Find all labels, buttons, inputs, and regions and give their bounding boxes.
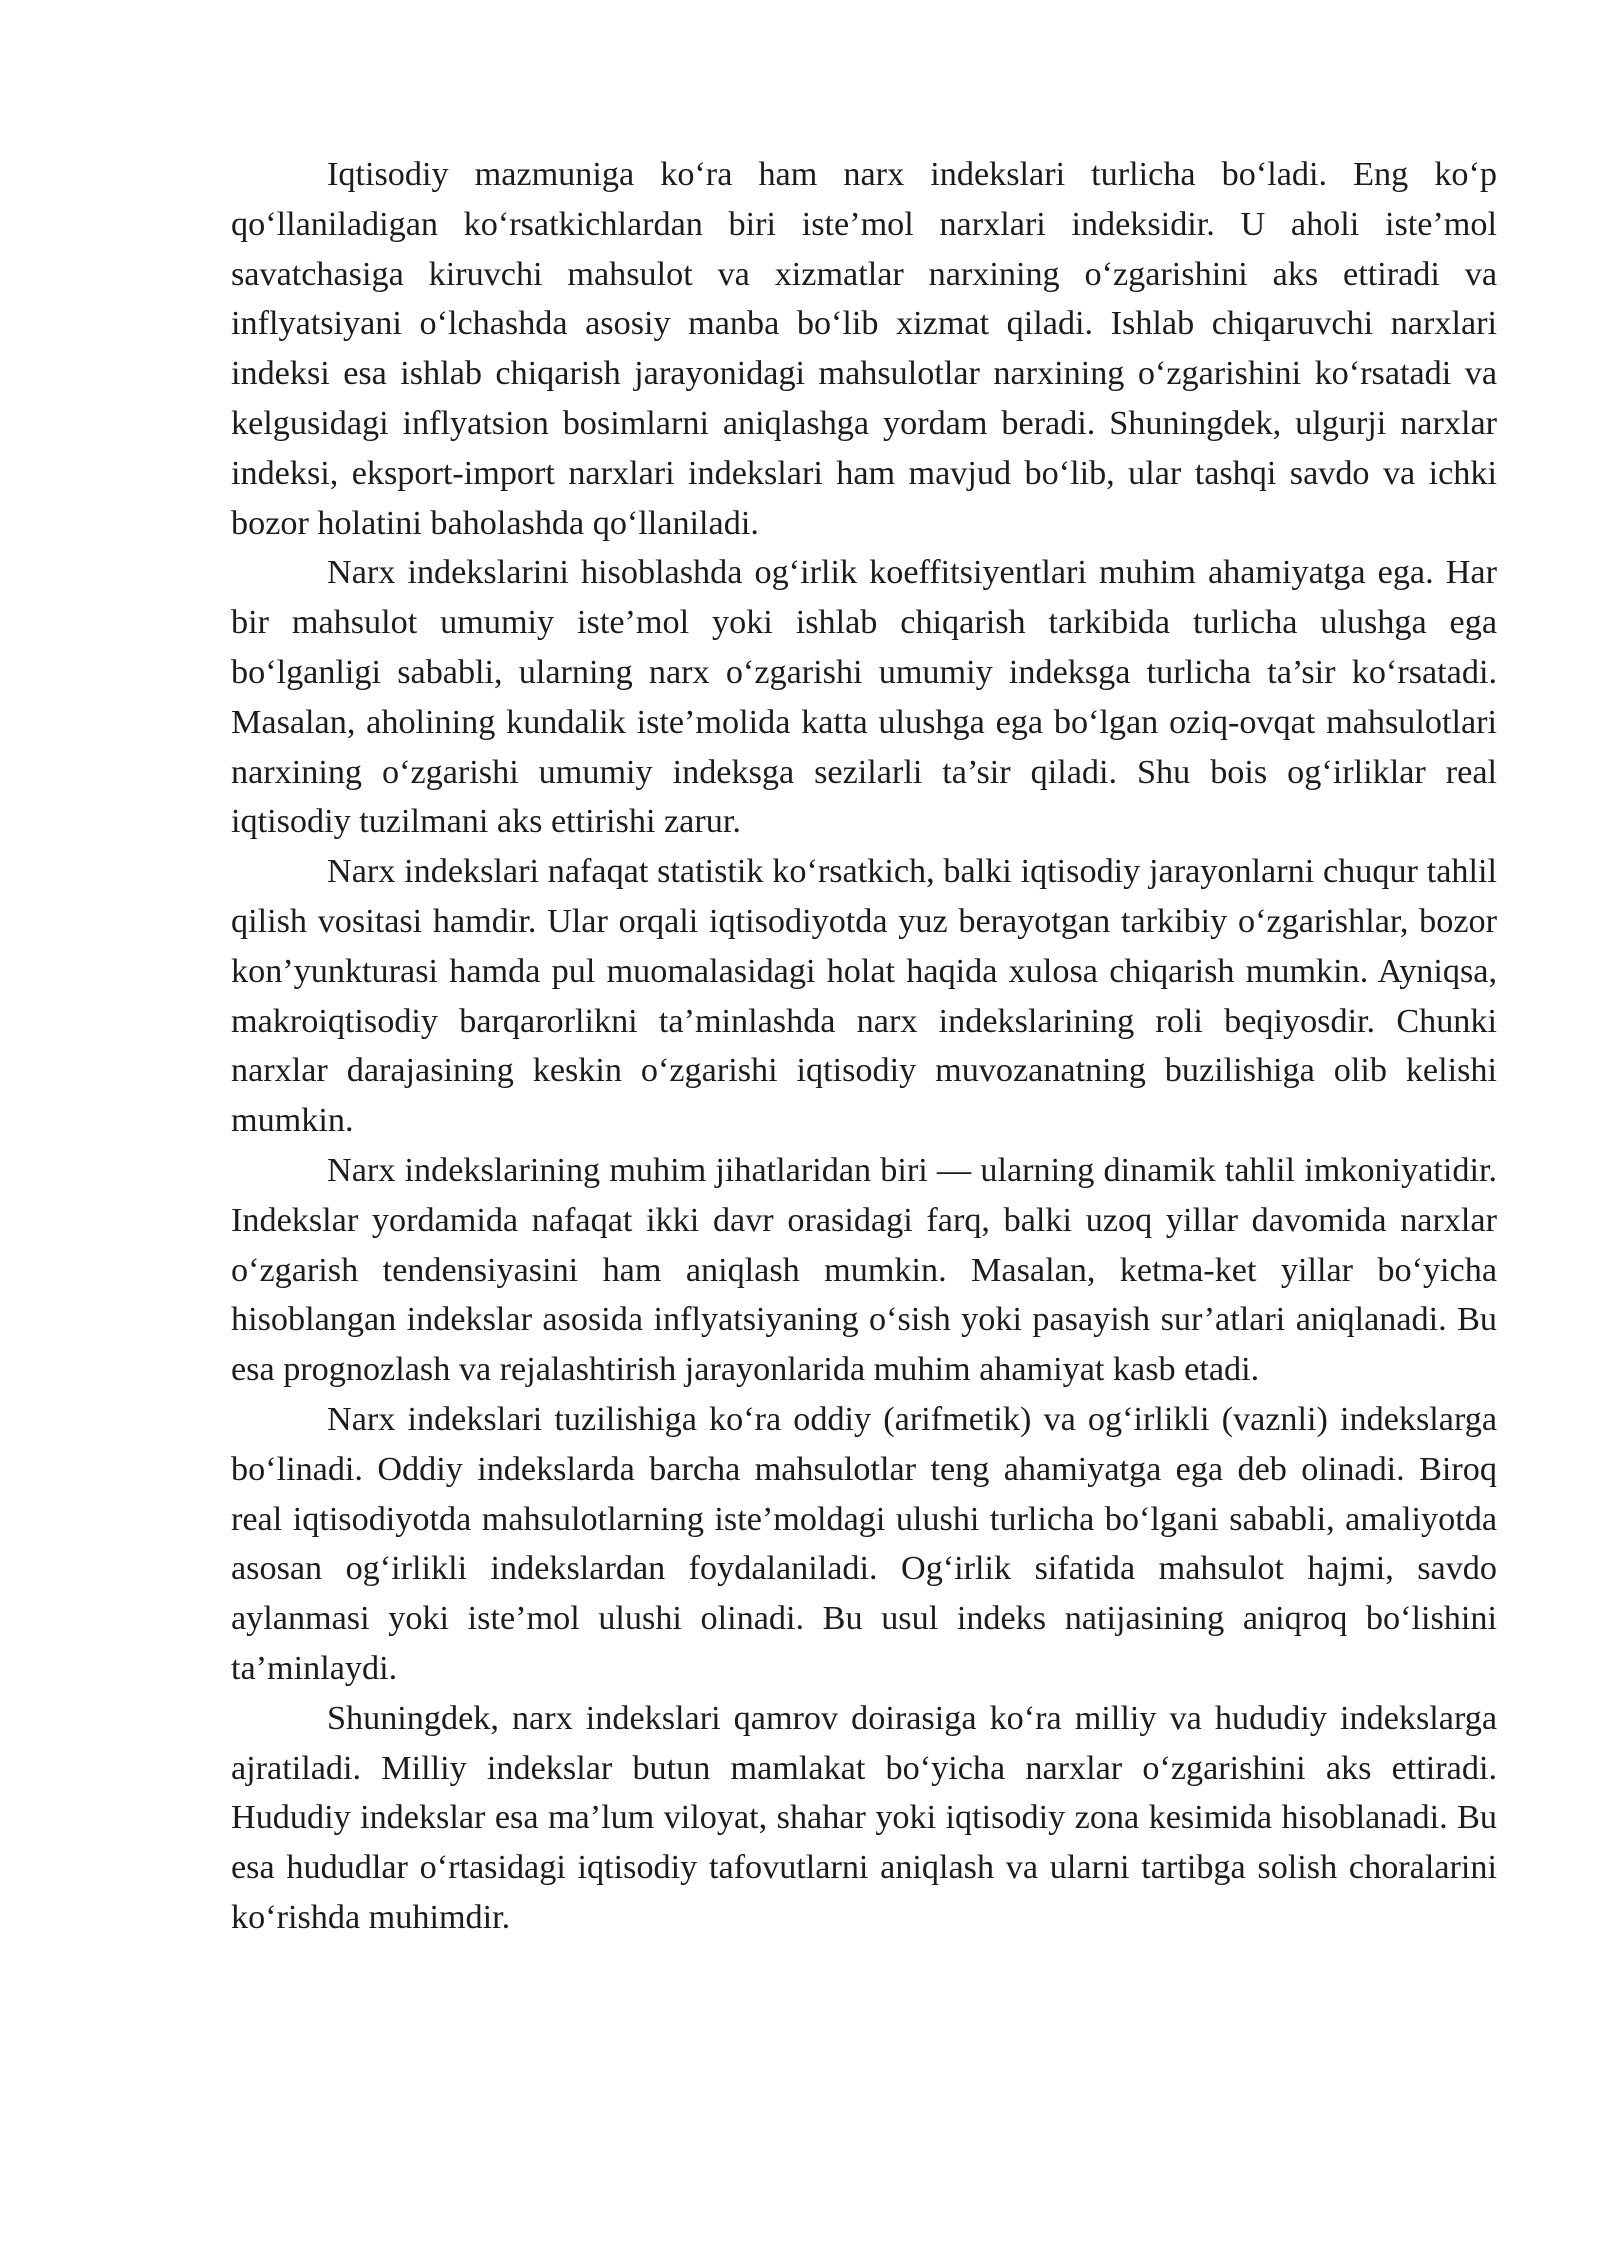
document-body <box>231 150 1497 1943</box>
paragraph-3: Narx indekslari nafaqat statistik ko‘rsatkich, balki iqtisodiy jarayonlarni chuqur tahlil qilish vositasi hamdir. Ular orqali iqtisodiyotda yuz berayotgan tarkibiy o‘zgarishlar, bozor kon’yunkturasi hamda pul muomalasidagi holat haqida xulosa chiqarish mumkin. Ayniqsa, makroiqtisodiy barqarorlikni ta’minlashda narx indekslarining roli beqiyosdir. Chunki narxlar darajasining keskin o‘zgarishi iqtisodiy muvozanatning buzilishiga olib kelishi mumkin. <box>231 853 1497 1140</box>
paragraph-5: Narx indekslari tuzilishiga ko‘ra oddiy (arifmetik) va og‘irlikli (vaznli) indekslarga bo‘linadi. Oddiy indekslarda barcha mahsulotlar teng ahamiyatga ega deb olinadi. Biroq real iqtisodiyotda mahsulotlarning iste’moldagi ulushi turlicha bo‘lgani sababli, amaliyotda asosan og‘irlikli indekslardan foydalaniladi. Og‘irlik sifatida mahsulot hajmi, savdo aylanmasi yoki iste’mol ulushi olinadi. Bu usul indeks natijasining aniqroq bo‘lishini ta’minlaydi. <box>231 1400 1497 1687</box>
paragraph-4: Narx indekslarining muhim jihatlaridan biri — ularning dinamik tahlil imkoniyatidir. Indekslar yordamida nafaqat ikki davr orasidagi farq, balki uzoq yillar davomida narxlar o‘zgarish tendensiyasini ham aniqlash mumkin. Masalan, ketma-ket yillar bo‘yicha hisoblangan indekslar asosida inflyatsiyaning o‘sish yoki pasayish sur’atlari aniqlanadi. Bu esa prognozlash va rejalashtirish jarayonlarida muhim ahamiyat kasb etadi. <box>231 1151 1497 1389</box>
paragraph-2: Narx indekslarini hisoblashda og‘irlik koeffitsiyentlari muhim ahamiyatga ega. Har bir mahsulot umumiy iste’mol yoki ishlab chiqarish tarkibida turlicha ulushga ega bo‘lganligi sababli, ularning narx o‘zgarishi umumiy indeksga turlicha ta’sir ko‘rsatadi. Masalan, aholining kundalik iste’molida katta ulushga ega bo‘lgan oziq-ovqat mahsulotlari narxining o‘zgarishi umumiy indeksga sezilarli ta’sir qiladi. Shu bois og‘irliklar real iqtisodiy tuzilmani aks ettirishi zarur. <box>231 554 1497 841</box>
paragraph-6: Shuningdek, narx indekslari qamrov doirasiga ko‘ra milliy va hududiy indekslarga ajratiladi. Milliy indekslar butun mamlakat bo‘yicha narxlar o‘zgarishini aks ettiradi. Hududiy indekslar esa ma’lum viloyat, shahar yoki iqtisodiy zona kesimida hisoblanadi. Bu esa hududlar o‘rtasidagi iqtisodiy tafovutlarni aniqlash va ularni tartibga solish choralarini ko‘rishda muhimdir. <box>231 1699 1497 1936</box>
paragraph-1: Iqtisodiy mazmuniga ko‘ra ham narx indekslari turlicha bo‘ladi. Eng ko‘p qo‘llaniladigan ko‘rsatkichlardan biri iste’mol narxlari indeksidir. U aholi iste’mol savatchasiga kiruvchi mahsulot va xizmatlar narxining o‘zgarishini aks ettiradi va inflyatsiyani o‘lchashda asosiy manba bo‘lib xizmat qiladi. Ishlab chiqaruvchi narxlari indeksi esa ishlab chiqarish jarayonidagi mahsulotlar narxining o‘zgarishini ko‘rsatadi va kelgusidagi inflyatsion bosimlarni aniqlashga yordam beradi. Shuningdek, ulgurji narxlar indeksi, eksport-import narxlari indekslari ham mavjud bo‘lib, ular tashqi savdo va ichki bozor holatini baholashda qo‘llaniladi. <box>231 156 1497 542</box>
